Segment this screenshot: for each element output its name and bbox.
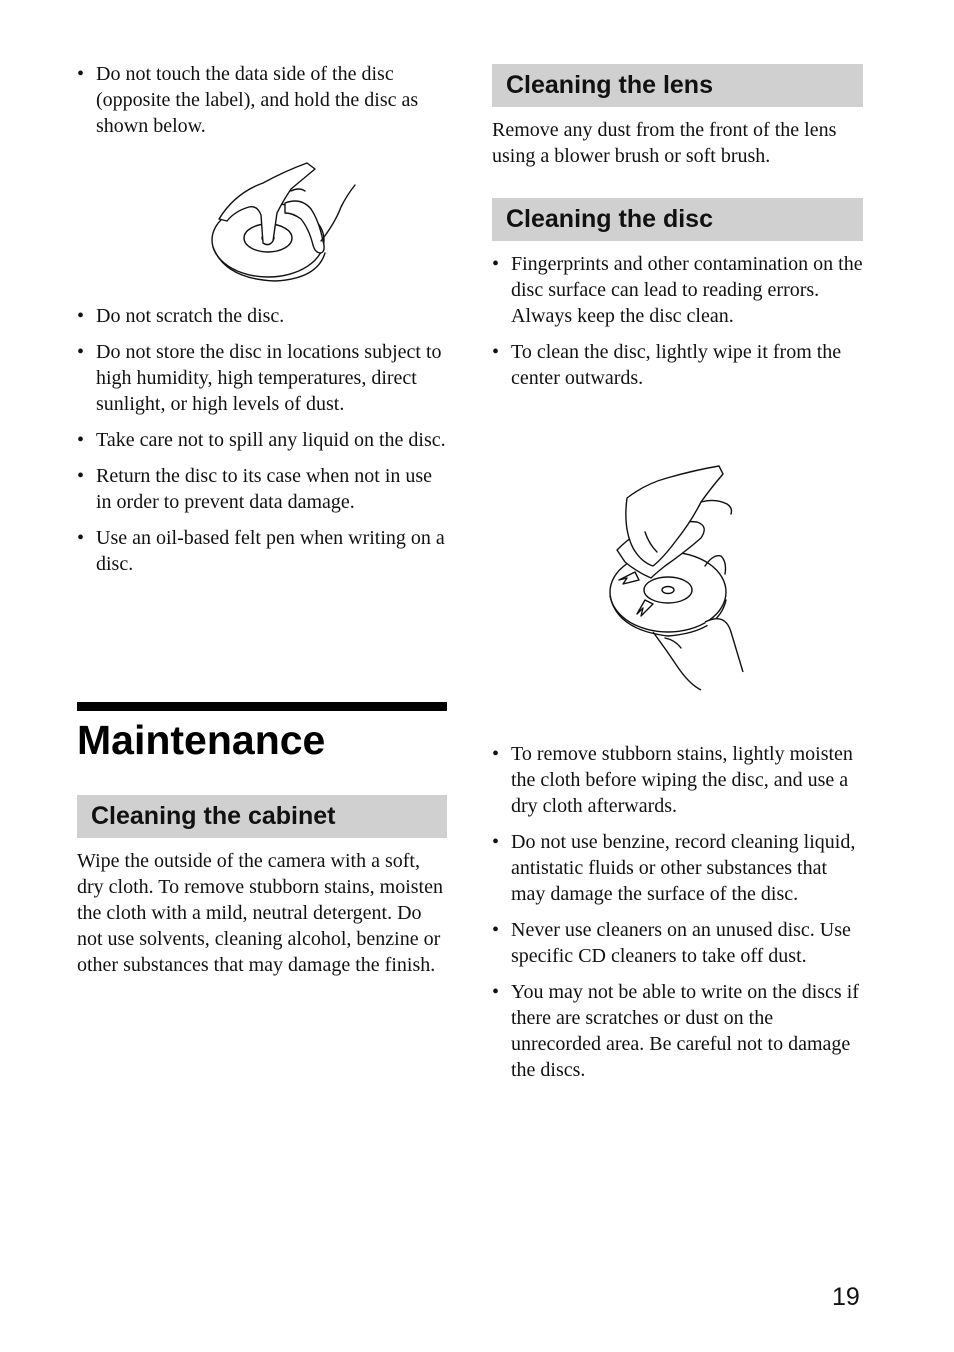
- lens-section: [492, 64, 863, 169]
- list-item: • Fingerprints and other contamination on the disc surface can lead to reading errors. Always keep the disc clean.: [492, 251, 863, 329]
- page-number: 19: [832, 1283, 860, 1311]
- left-column-continued: [77, 303, 449, 587]
- hand-holding-disc-illustration: [205, 157, 360, 287]
- list-item: • Do not store the disc in locations subject to high humidity, high temperatures, direct sunlight, or high levels of dust.: [77, 339, 449, 417]
- section-heading-cabinet: Cleaning the cabinet: [77, 795, 447, 838]
- disc-cleaning-list-bottom: [492, 741, 863, 1083]
- disc-wiping-illustration: [605, 462, 750, 694]
- disc-handling-list: [77, 303, 449, 577]
- chapter-title: Maintenance: [77, 717, 326, 763]
- list-item: • Do not scratch the disc.: [77, 303, 449, 329]
- cabinet-section: [77, 795, 447, 978]
- list-item: • Return the disc to its case when not in use in order to prevent data damage.: [77, 463, 449, 515]
- section-heading-lens: Cleaning the lens: [492, 64, 863, 107]
- disc-section-continued: [492, 741, 863, 1093]
- list-item: • To clean the disc, lightly wipe it from the center outwards.: [492, 339, 863, 391]
- disc-handling-list-top: [77, 61, 449, 139]
- lens-text: Remove any dust from the front of the lens using a blower brush or soft brush.: [492, 119, 837, 167]
- left-column: [77, 61, 449, 149]
- chapter-rule: [77, 702, 447, 711]
- cabinet-text: Wipe the outside of the camera with a soft, dry cloth. To remove stubborn stains, moisten the cloth with a mild, neutral detergent. Do not use solvents, cleaning alcohol, benzine or other substances that may damage the finish.: [77, 850, 443, 976]
- list-item: • Do not touch the data side of the disc (opposite the label), and hold the disc as shown below.: [77, 61, 449, 139]
- disc-cleaning-list-top: [492, 251, 863, 391]
- disc-section: [492, 198, 863, 401]
- section-heading-disc: Cleaning the disc: [492, 198, 863, 241]
- list-item: • Use an oil-based felt pen when writing on a disc.: [77, 525, 449, 577]
- list-item: • You may not be able to write on the discs if there are scratches or dust on the unrecorded area. Be careful not to damage the discs.: [492, 979, 863, 1083]
- list-item: • Do not use benzine, record cleaning liquid, antistatic fluids or other substances that may damage the surface of the disc.: [492, 829, 863, 907]
- list-item: • Take care not to spill any liquid on the disc.: [77, 427, 449, 453]
- list-item: • To remove stubborn stains, lightly moisten the cloth before wiping the disc, and use a dry cloth afterwards.: [492, 741, 863, 819]
- list-item: • Never use cleaners on an unused disc. Use specific CD cleaners to take off dust.: [492, 917, 863, 969]
